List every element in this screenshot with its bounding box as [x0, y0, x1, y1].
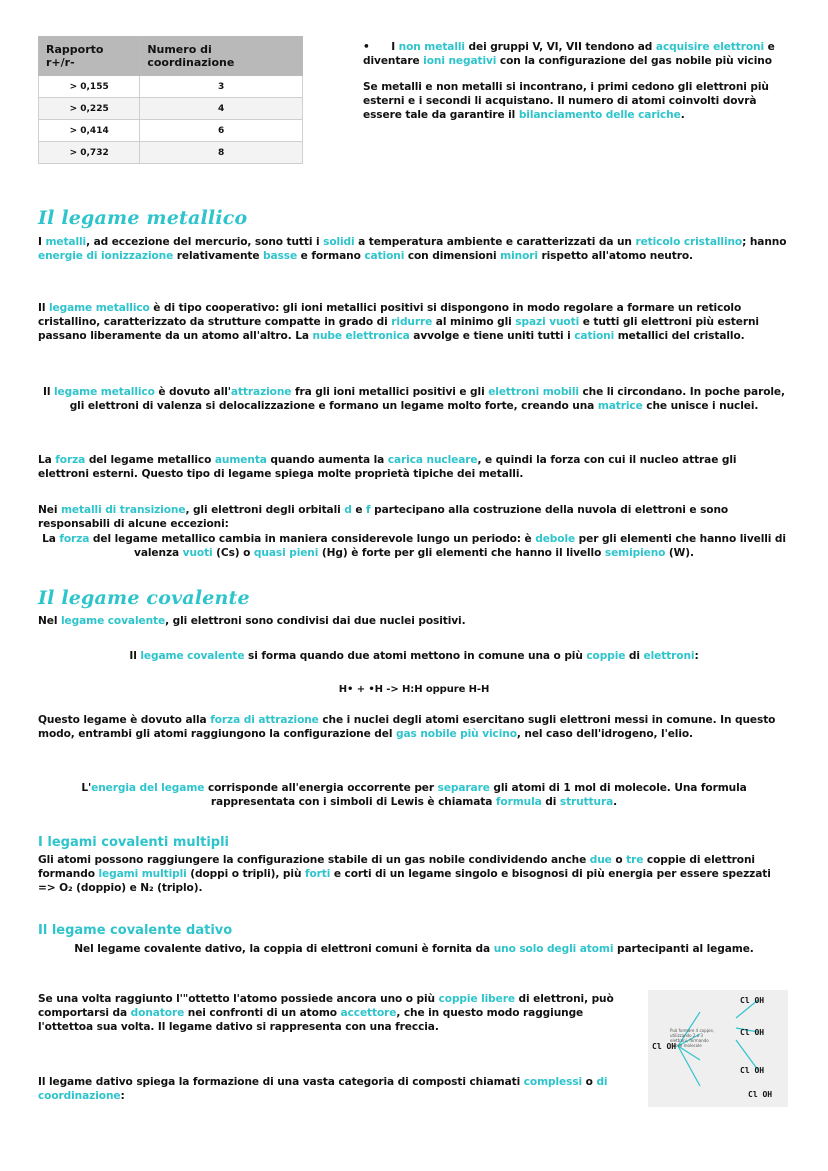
table-cell: 6 — [140, 120, 303, 142]
text-segment: relativamente — [173, 250, 264, 262]
highlighted-term: reticolo cristallino — [635, 236, 743, 248]
metallic-paragraph-4 — [38, 453, 790, 481]
text-segment: , gli elettroni sono condivisi dai due nuclei positivi. — [165, 615, 466, 627]
highlighted-term: legame metallico — [48, 302, 150, 314]
table-cell: 4 — [140, 98, 303, 120]
intro-block — [363, 40, 783, 122]
highlighted-term: energie di ionizzazione — [38, 250, 174, 262]
highlighted-term: forti — [304, 868, 331, 880]
highlighted-term: separare — [437, 782, 490, 794]
text-segment: , ad eccezione del mercurio, sono tutti i — [86, 236, 324, 248]
highlighted-term: ioni negativi — [423, 55, 497, 67]
highlighted-term: d — [344, 504, 352, 516]
rich-text — [38, 236, 786, 262]
coordination-table — [38, 36, 303, 164]
section-title-multiple: I legami covalenti multipli — [38, 835, 229, 850]
highlighted-term: elettroni mobili — [488, 386, 579, 398]
text-segment: Questo legame è dovuto alla — [38, 714, 211, 726]
text-segment: e formano — [297, 250, 365, 262]
highlighted-term: accettore — [340, 1007, 397, 1019]
text-segment: Il — [38, 302, 49, 314]
dative-paragraph-2 — [38, 992, 638, 1034]
highlighted-term: non metalli — [398, 41, 465, 53]
highlighted-term: nube elettronica — [312, 330, 410, 342]
text-segment: e tutti gli elettroni più esterni passano liberamente da un atomo all'altro. La — [38, 316, 759, 342]
rich-text — [38, 1076, 607, 1102]
diagram-note: Può formare 4 coppie, utilizzando 2 o 3 elettroni, formando nuove molecole — [670, 1028, 715, 1048]
highlighted-term: ridurre — [391, 316, 433, 328]
highlighted-term: cationi — [574, 330, 615, 342]
highlighted-term: di coordinazione — [38, 1076, 608, 1102]
highlighted-term: basse — [263, 250, 298, 262]
text-segment: corrisponde all'energia occorrente per — [204, 782, 438, 794]
table-row — [39, 76, 303, 98]
bullet: • — [363, 41, 370, 53]
diagram-molecule-3: Cl OH — [740, 1066, 765, 1075]
covalent-paragraph-4 — [38, 781, 790, 809]
highlighted-term: legami multipli — [98, 868, 187, 880]
rich-text — [42, 533, 786, 559]
text-segment: La — [42, 533, 60, 545]
text-segment: del legame metallico cambia in maniera considerevole lungo un periodo: è — [89, 533, 536, 545]
table-header-ratio: Rapporto r+/r- — [39, 37, 140, 76]
text-segment: dei gruppi V, VI, VII tendono ad — [464, 41, 656, 53]
text-segment: metallici del cristallo. — [614, 330, 745, 342]
rich-text — [38, 714, 775, 740]
rich-text — [363, 41, 775, 67]
highlighted-term: coppie — [586, 650, 626, 662]
diagram-molecule-1: Cl OH — [740, 996, 765, 1005]
highlighted-term: metalli di transizione — [60, 504, 186, 516]
intro-paragraph-charges — [363, 80, 783, 122]
text-segment: al minimo gli — [432, 316, 516, 328]
metallic-paragraph-2 — [38, 301, 790, 343]
text-segment: : — [694, 650, 699, 662]
text-segment: o — [582, 1076, 597, 1088]
text-segment: Il — [43, 386, 55, 398]
diagram-molecule-4: Cl OH — [748, 1090, 773, 1099]
highlighted-term: solidi — [323, 236, 355, 248]
highlighted-term: energia del legame — [91, 782, 205, 794]
text-segment: Il — [129, 650, 141, 662]
text-segment: con la configurazione del gas nobile più vicino — [496, 55, 772, 67]
rich-text — [43, 386, 785, 412]
table-header-coordination: Numero di coordinazione — [140, 37, 303, 76]
highlighted-term: donatore — [130, 1007, 185, 1019]
highlighted-term: quasi pieni — [253, 547, 319, 559]
highlighted-term: gas nobile più vicino — [396, 728, 517, 740]
dative-paragraph-3 — [38, 1075, 638, 1103]
rich-text — [38, 302, 759, 342]
table-cell: > 0,732 — [39, 142, 140, 164]
highlighted-term: metalli — [45, 236, 87, 248]
text-segment: è di tipo cooperativo: gli ioni metallici positivi si dispongono in modo regolare a formare un reticolo cristallino, caratterizzato da strutture compatte in grado di — [38, 302, 742, 328]
rich-text — [129, 650, 698, 662]
text-segment: Nel legame covalente dativo, la coppia di elettroni comuni è fornita da — [74, 943, 494, 955]
highlighted-term: carica nucleare — [387, 454, 478, 466]
text-segment: I — [38, 236, 46, 248]
rich-text — [81, 782, 746, 808]
table-cell: 3 — [140, 76, 303, 98]
text-segment: : — [120, 1090, 125, 1102]
table-cell: > 0,155 — [39, 76, 140, 98]
text-segment: (Cs) o — [212, 547, 254, 559]
text-segment: Gli atomi possono raggiungere la configurazione stabile di un gas nobile condividendo anche — [38, 854, 590, 866]
table-row — [39, 120, 303, 142]
text-segment: rispetto all'atomo neutro. — [537, 250, 693, 262]
text-segment: con dimensioni — [404, 250, 501, 262]
highlighted-term: debole — [535, 533, 576, 545]
metallic-paragraph-5 — [38, 503, 790, 531]
text-segment: di — [625, 650, 644, 662]
rich-text — [38, 615, 466, 627]
text-segment: Il legame dativo spiega la formazione di una vasta categoria di composti chiamati — [38, 1076, 524, 1088]
text-segment: I — [391, 41, 399, 53]
text-segment: che unisce i nuclei. — [642, 400, 759, 412]
table-header-row — [39, 37, 303, 76]
text-segment: si forma quando due atomi mettono in comune una o più — [244, 650, 587, 662]
rich-text — [38, 454, 736, 480]
text-segment: coppie di elettroni formando — [38, 854, 755, 880]
metallic-paragraph-1 — [38, 235, 790, 263]
highlighted-term: matrice — [597, 400, 643, 412]
text-segment: . — [613, 796, 618, 808]
text-segment: , nel caso dell'idrogeno, l'elio. — [516, 728, 693, 740]
covalent-paragraph-2 — [38, 649, 790, 663]
rich-text — [74, 943, 753, 955]
highlighted-term: cationi — [364, 250, 405, 262]
text-segment: (doppi o tripli), più — [186, 868, 305, 880]
diagram-left-molecule: Cl OH — [652, 1042, 677, 1051]
text-segment: per gli elementi che hanno livelli di valenza — [134, 533, 786, 559]
covalent-formula: H• + •H -> H:H oppure H-H — [338, 684, 490, 695]
metallic-paragraph-3 — [38, 385, 790, 413]
dative-paragraph-1 — [38, 942, 790, 956]
highlighted-term: due — [589, 854, 612, 866]
text-segment: (W). — [665, 547, 694, 559]
text-segment: Se una volta raggiunto l'"ottetto l'atomo possiede ancora uno o più — [38, 993, 439, 1005]
text-segment: , che in questo modo raggiunge l'ottettoa sua volta. Il legame dativo si rappresenta con una freccia. — [38, 1007, 584, 1033]
text-segment: , gli elettroni degli orbitali — [185, 504, 345, 516]
section-title-metallic: Il legame metallico — [38, 207, 248, 229]
highlighted-term: acquisire elettroni — [655, 41, 765, 53]
diagram-molecule-2: Cl OH — [740, 1028, 765, 1037]
highlighted-term: bilanciamento delle cariche — [518, 109, 681, 121]
table-row — [39, 98, 303, 120]
table-cell: 8 — [140, 142, 303, 164]
table-cell: > 0,225 — [39, 98, 140, 120]
highlighted-term: spazi vuoti — [515, 316, 580, 328]
text-segment: gli atomi di 1 mol di molecole. Una formula rappresentata con i simboli di Lewis è chiamata — [210, 782, 747, 808]
text-segment: . — [680, 109, 685, 121]
highlighted-term: forza di attrazione — [210, 714, 319, 726]
multiple-paragraph — [38, 853, 790, 895]
rich-text — [38, 504, 728, 530]
covalent-paragraph-3 — [38, 713, 790, 741]
text-segment: che li circondano. In poche parole, gli elettroni di valenza si delocalizzazione e formano un legame molto forte, creando una — [69, 386, 785, 412]
text-segment: fra gli ioni metallici positivi e gli — [291, 386, 489, 398]
highlighted-term: complessi — [523, 1076, 583, 1088]
section-title-dative: Il legame covalente dativo — [38, 923, 233, 938]
text-segment: Nei — [38, 504, 61, 516]
highlighted-term: attrazione — [230, 386, 292, 398]
dative-bond-diagram — [648, 990, 788, 1107]
highlighted-term: forza — [55, 454, 86, 466]
text-segment: che i nuclei degli atomi esercitano sugli elettroni messi in comune. In questo modo, entrambi gli atomi raggiungono la configurazione del — [38, 714, 776, 740]
text-segment: partecipano alla costruzione della nuvola di elettroni e sono responsabili di alcune eccezioni: — [38, 504, 729, 530]
rich-text — [38, 993, 614, 1033]
intro-paragraph-nonmetals — [363, 40, 783, 68]
text-segment: è dovuto all' — [154, 386, 231, 398]
text-segment: quando aumenta la — [266, 454, 388, 466]
text-segment: a temperatura ambiente e caratterizzati da un — [354, 236, 636, 248]
highlighted-term: legame covalente — [60, 615, 166, 627]
rich-text — [363, 81, 769, 121]
highlighted-term: coppie libere — [438, 993, 515, 1005]
highlighted-term: minori — [500, 250, 538, 262]
metallic-paragraph-6 — [38, 532, 790, 560]
text-segment: e corti di un legame singolo e bisognosi di più energia per essere spezzati => O₂ (doppio) e N₂ (triplo). — [38, 868, 771, 894]
highlighted-term: formula — [495, 796, 542, 808]
text-segment: partecipanti al legame. — [613, 943, 754, 955]
rich-text — [38, 854, 771, 894]
text-segment: del legame metallico — [85, 454, 215, 466]
section-title-covalent: Il legame covalente — [38, 587, 250, 609]
covalent-paragraph-1 — [38, 614, 790, 628]
text-segment: Nel — [38, 615, 61, 627]
highlighted-term: vuoti — [182, 547, 213, 559]
text-segment: di elettroni, può comportarsi da — [38, 993, 614, 1019]
text-segment: ; hanno — [742, 236, 787, 248]
text-segment: e — [351, 504, 367, 516]
highlighted-term: uno solo degli atomi — [493, 943, 614, 955]
text-segment: e diventare — [363, 41, 775, 67]
highlighted-term: aumenta — [214, 454, 267, 466]
highlighted-term: legame covalente — [140, 650, 245, 662]
highlighted-term: semipieno — [604, 547, 666, 559]
text-segment: avvolge e tiene uniti tutti i — [409, 330, 575, 342]
text-segment: o — [611, 854, 627, 866]
highlighted-term: struttura — [559, 796, 614, 808]
text-segment: Se metalli e non metalli si incontrano, i primi cedono gli elettroni più esterni e i secondi li acquistano. Il numero di atomi coinvolti dovrà essere tale da garantire il — [363, 81, 769, 121]
table-row — [39, 142, 303, 164]
text-segment: L' — [81, 782, 92, 794]
text-segment: (Hg) è forte per gli elementi che hanno il livello — [318, 547, 605, 559]
text-segment: nei confronti di un atomo — [184, 1007, 341, 1019]
highlighted-term: tre — [626, 854, 644, 866]
highlighted-term: elettroni — [643, 650, 695, 662]
text-segment: , e quindi la forza con cui il nucleo attrae gli elettroni esterni. Questo tipo di legame spiega molte proprietà tipiche dei metalli. — [38, 454, 737, 480]
text-segment: di — [541, 796, 560, 808]
highlighted-term: f — [366, 504, 371, 516]
table-cell: > 0,414 — [39, 120, 140, 142]
highlighted-term: forza — [59, 533, 90, 545]
text-segment: La — [38, 454, 56, 466]
highlighted-term: legame metallico — [54, 386, 155, 398]
